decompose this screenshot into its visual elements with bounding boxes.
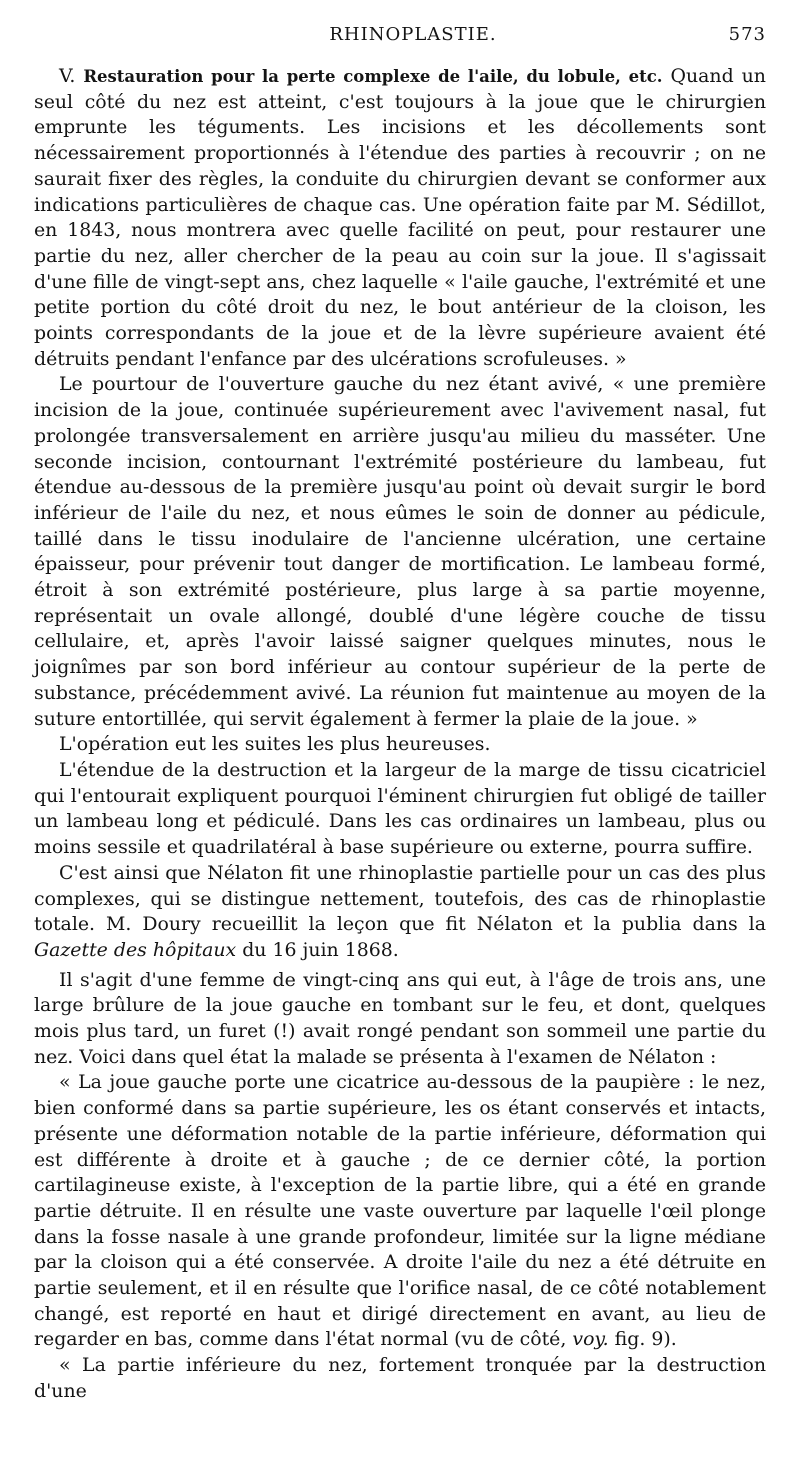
journal-date: du 16 juin 1868. [242, 938, 399, 961]
paragraph-7 [34, 1070, 766, 1353]
paragraph-5-text: C'est ainsi que Nélaton fit une rhinoplastie partielle pour un cas des plus complexes, qui se distingue nettement, toutefois, des cas de rhinoplastie totale. M. Doury recueillit la leçon que fit Nélaton et la publia dans la [34, 861, 766, 936]
paragraph-1-text: Quand un seul côté du nez est atteint, c'est toujours à la joue que le chirurgien emprunte les téguments. Les incisions et les décollements sont nécessairement proportionnés à l'étendue des parties à recouvrir ; on ne saurait fixer des règles, la conduite du chirurgien devant se conformer aux indications particulières de chaque cas. Une opération faite par M. Sédillot, en 1843, nous montrera avec quelle facilité on peut, pour restaurer une partie du nez, aller chercher de la peau au coin sur la joue. Il s'agissait d'une fille de vingt-sept ans, chez laquelle « l'aile gauche, l'extrémité et une petite portion du côté droit du nez, le bout antérieur de la cloison, les points correspondants de la joue et de la lèvre supérieure avaient été détruits pendant l'enfance par des ulcérations scrofuleuses. » [34, 65, 766, 370]
figure-reference: fig. 9). [614, 1328, 677, 1351]
figure-voy: voy. [572, 1328, 609, 1351]
paragraph-4: L'étendue de la destruction et la largeur de la marge de tissu cicatriciel qui l'entourait expliquent pourquoi l'éminent chirurgien fut obligé de tailler un lambeau long et pédiculé. Dans les cas ordinaires un lambeau, plus ou moins sessile et quadrilatéral à base supérieure ou externe, pourra suffire. [34, 758, 766, 859]
paragraph-8: « La partie inférieure du nez, fortement tronquée par la destruction d'une [34, 1354, 766, 1402]
paragraph-7-text: « La joue gauche porte une cicatrice au-dessous de la paupière : le nez, bien conformé dans sa partie supérieure, les os étant conservés et intacts, présente une déformation notable de la partie inférieure, déformation qui est différente à droite et à gauche ; de ce dernier côté, la portion cartilagineuse existe, à l'exception de la partie libre, qui a été en grande partie détruite. Il en résulte une vaste ouverture par laquelle l'œil plonge dans la fosse nasale à une grande profondeur, limitée sur la ligne médiane par la cloison qui a été conservée. A droite l'aile du nez a été détruite en partie seulement, et il en résulte que l'orifice nasal, de ce côté notablement changé, est reporté en haut et dirigé directement en avant, au lieu de regarder en bas, comme dans l'état normal (vu de côté, [34, 1071, 766, 1351]
paragraph-5 [34, 861, 766, 964]
section-title: Restauration pour la perte complexe de l'aile, du lobule, etc. [83, 67, 663, 86]
paragraph-6: Il s'agit d'une femme de vingt-cinq ans qui eut, à l'âge de trois ans, une large brûlure de la joue gauche en tombant sur le feu, et dont, quelques mois plus tard, un furet (!) avait rongé pendant son sommeil une partie du nez. Voici dans quel état la malade se présenta à l'examen de Nélaton : [34, 968, 766, 1068]
journal-name: Gazette des hôpitaux [34, 938, 237, 961]
paragraph-1 [34, 64, 766, 372]
running-title: RHINOPLASTIE. [329, 24, 497, 45]
page-body [34, 64, 766, 1405]
paragraph-2: Le pourtour de l'ouverture gauche du nez étant avivé, « une première incision de la joue, continuée supérieurement avec l'avivement nasal, fut prolongée transversalement en arrière jusqu'au milieu du masséter. Une seconde incision, contournant l'extrémité postérieure du lambeau, fut étendue au-dessous de la première jusqu'au point où devait surgir le bord inférieur de l'aile du nez, et nous eûmes le soin de donner au pédicule, taillé dans le tissu inodulaire de l'ancienne ulcération, une certaine épaisseur, pour prévenir tout danger de mortification. Le lambeau formé, étroit à son extrémité postérieure, plus large à sa partie moyenne, représentait un ovale allongé, doublé d'une légère couche de tissu cellulaire, et, après l'avoir laissé saigner quelques minutes, nous le joignîmes par son bord inférieur au contour supérieur de la perte de substance, précédemment avivé. La réunion fut maintenue au moyen de la suture entortillée, qui servit également à fermer la plaie de la joue. » [34, 373, 766, 730]
page-number: 573 [728, 24, 766, 45]
page-header [60, 24, 766, 54]
paragraph-3: L'opération eut les suites les plus heureuses. [59, 733, 491, 756]
section-number: V. [59, 65, 76, 87]
